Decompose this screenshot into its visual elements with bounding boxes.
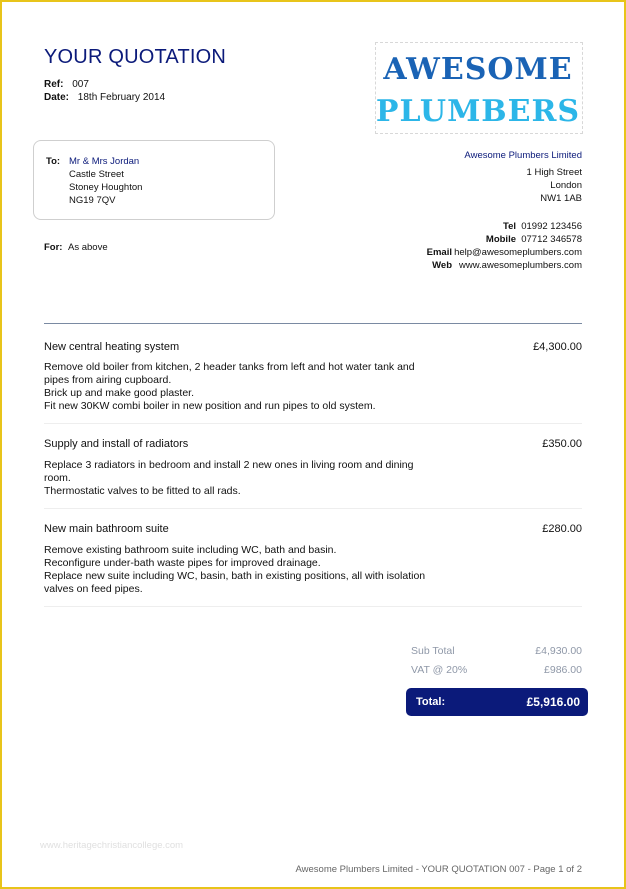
ref-label: Ref: <box>44 79 64 90</box>
logo-text-plumbers: PLUMBERS <box>375 94 581 129</box>
subtotal-label: Sub Total <box>411 645 455 657</box>
line-item-title: Supply and install of radiators <box>44 438 189 450</box>
logo-text-awesome: AWESOME <box>383 52 573 87</box>
company-address-line: NW1 1AB <box>540 193 582 204</box>
recipient-address-line: NG19 7QV <box>69 195 116 206</box>
item-separator <box>44 606 582 607</box>
line-item-price: £280.00 <box>542 523 582 535</box>
ref-row <box>44 79 89 90</box>
item-separator <box>44 423 582 424</box>
line-item-title: New central heating system <box>44 341 180 353</box>
description-line: pipes from airing cupboard. <box>44 374 172 386</box>
watermark-text: www.heritagechristiancollege.com <box>40 840 184 851</box>
for-value: As above <box>68 242 108 253</box>
description-line: Replace 3 radiators in bedroom and install 2 new ones in living room and dining <box>44 459 414 471</box>
line-item-description <box>44 544 464 596</box>
vat-value: £986.00 <box>544 664 582 676</box>
tel-label: Tel <box>502 221 516 232</box>
for-label: For: <box>44 242 63 253</box>
description-line: Brick up and make good plaster. <box>44 387 195 399</box>
subtotal-value: £4,930.00 <box>535 645 582 657</box>
date-row <box>44 92 165 103</box>
description-line: Reconfigure under-bath waste pipes for improved drainage. <box>44 557 321 569</box>
email-value: help@awesomeplumbers.com <box>454 247 582 258</box>
page-footer: Awesome Plumbers Limited - YOUR QUOTATION 007 - Page 1 of 2 <box>295 864 582 875</box>
date-value: 18th February 2014 <box>77 92 166 103</box>
recipient-name: Mr & Mrs Jordan <box>69 156 140 167</box>
line-item-price: £350.00 <box>542 438 582 450</box>
description-line: room. <box>44 472 71 484</box>
description-line: valves on feed pipes. <box>44 583 143 595</box>
company-address-line: 1 High Street <box>526 167 582 178</box>
quotation-page <box>2 2 624 887</box>
recipient-address-line: Stoney Houghton <box>69 182 143 193</box>
section-divider <box>44 323 582 324</box>
company-name: Awesome Plumbers Limited <box>464 150 582 161</box>
mobile-label: Mobile <box>485 234 516 245</box>
email-label: Email <box>426 247 452 258</box>
line-item-description <box>44 361 464 413</box>
line-item-title: New main bathroom suite <box>44 523 169 535</box>
item-separator <box>44 508 582 509</box>
web-label: Web <box>432 260 452 271</box>
description-line: Fit new 30KW combi boiler in new position and run pipes to old system. <box>44 400 376 412</box>
company-address-line: London <box>550 180 582 191</box>
ref-value: 007 <box>72 79 89 90</box>
web-value: www.awesomeplumbers.com <box>458 260 582 271</box>
line-item-description <box>44 459 464 498</box>
description-line: Remove old boiler from kitchen, 2 header tanks from left and hot water tank and <box>44 361 415 373</box>
recipient-address-line: Castle Street <box>69 169 124 180</box>
total-label: Total: <box>416 696 446 708</box>
vat-label: VAT @ 20% <box>411 664 468 676</box>
description-line: Thermostatic valves to be fitted to all rads. <box>44 485 241 497</box>
description-line: Replace new suite including WC, basin, bath in existing positions, all with isolation <box>44 570 426 582</box>
mobile-value: 07712 346578 <box>521 234 582 245</box>
total-value: £5,916.00 <box>526 695 580 709</box>
to-label: To: <box>46 156 61 167</box>
description-line: Remove existing bathroom suite including WC, bath and basin. <box>44 544 337 556</box>
total-bar <box>406 688 588 716</box>
page-title: YOUR QUOTATION <box>44 46 227 68</box>
date-label: Date: <box>44 92 70 103</box>
line-item-price: £4,300.00 <box>533 341 582 353</box>
tel-value: 01992 123456 <box>521 221 582 232</box>
